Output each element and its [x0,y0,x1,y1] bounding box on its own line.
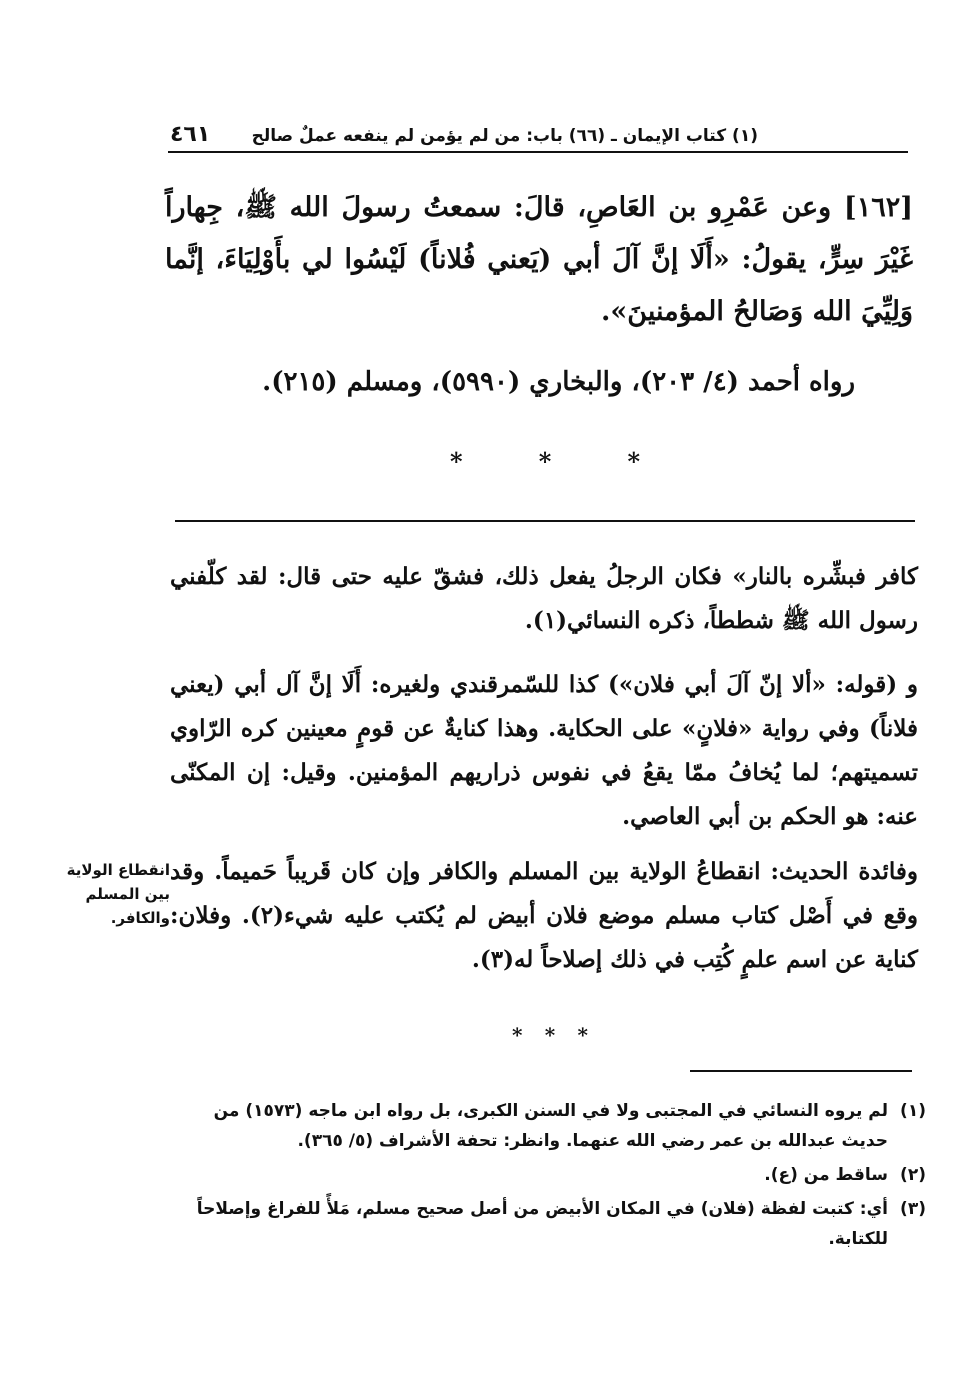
section-divider-stars [450,447,640,476]
footnote-rule [690,1070,912,1072]
page-number: ٤٦١ [170,122,211,147]
footnote-number: (١) [900,1101,926,1121]
star-ornament: * [512,1023,523,1047]
footnote [172,1160,926,1190]
footnote-text: أي: كتبت لفظة (فلان) في المكان الأبيض من أصل صحيح مسلم، مَلأً للفراغ وإصلاحاً للكتابة. [196,1199,888,1249]
footnote-number: (٢) [900,1165,926,1185]
hadith-source: رواه أحمد (٤/ ٢٠٣)، والبخاري (٥٩٩٠)، ومسلم (٢١٥). [262,367,855,397]
commentary-paragraph-1: كافر فبشِّره بالنار» فكان الرجلُ يفعل ذلك، فشقّ عليه حتى قال: لقد كلّفني رسول الله ﷺ شططاً، ذكره النسائي(١). [170,563,918,634]
star-ornament: * [450,447,463,476]
margin-note: انقطاع الولاية بين المسلم والكافر. [66,861,170,927]
footnote-number: (٣) [900,1199,926,1219]
star-ornament: * [627,447,640,476]
hadith-text: [١٦٢] وعن عَمْرِو بن العَاصِ، قالَ: سمعتُ رسولَ الله ﷺ، جِهاراً غَيْرَ سِرٍّ، يقولُ: «أَلَا إنَّ آلَ أبي (يَعني فُلاناً) لَيْسُوا لي بأَوْلِيَاءَ، إنَّما وَلِيِّيَ الله وَصَالحُ المؤمنينَ». [165,192,913,327]
footnote [172,1194,926,1254]
running-title: (١) كتاب الإيمان ـ (٦٦) باب: من لم يؤمن لم ينفعه عملٌ صالح [251,126,758,146]
star-ornament: * [577,1023,588,1047]
star-ornament: * [538,447,552,476]
footnotes [172,1096,926,1258]
header-rule [168,151,908,153]
commentary-paragraph-2: و (قوله: «ألا إنّ آلَ أبي فلان») كذا للسّمرقندي ولغيره: أَلَا إنَّ آل أبي (يعني فلاناً) وفي رواية «فلانٍ» على الحكاية. وهذا كنايةٌ عن قومٍ معينين كره الرّاوي تسميتهم؛ لما يُخافُ ممّا يقعُ في نفوس ذراريهم المؤمنين. وقيل: إن المكنّى عنه: هو الحكم بن أبي العاصي. [170,671,918,830]
star-ornament: * [544,1023,556,1047]
section-divider-stars [512,1023,588,1047]
commentary-rule [175,520,915,522]
footnote-text: لم يروه النسائي في المجتبى ولا في السنن الكبرى، بل رواه ابن ماجه (١٥٧٣) من حديث عبدالله بن عمر رضي الله عنهما. وانظر: تحفة الأشراف (٥/ ٣٦٥). [213,1101,888,1151]
footnote [172,1096,926,1156]
commentary-paragraph-3: وفائدة الحديث: انقطاعُ الولاية بين المسلم والكافر وإن كان قَريباً حَميماً. وقد وقع في أَصْل كتاب مسلم موضع فلان أبيض لم يُكتب عليه شيء(٢). وفلان: كناية عن اسم علمٍ كُتِب في ذلك إصلاحاً له(٣). [170,858,918,973]
footnote-text: ساقط من (ع). [764,1165,888,1185]
